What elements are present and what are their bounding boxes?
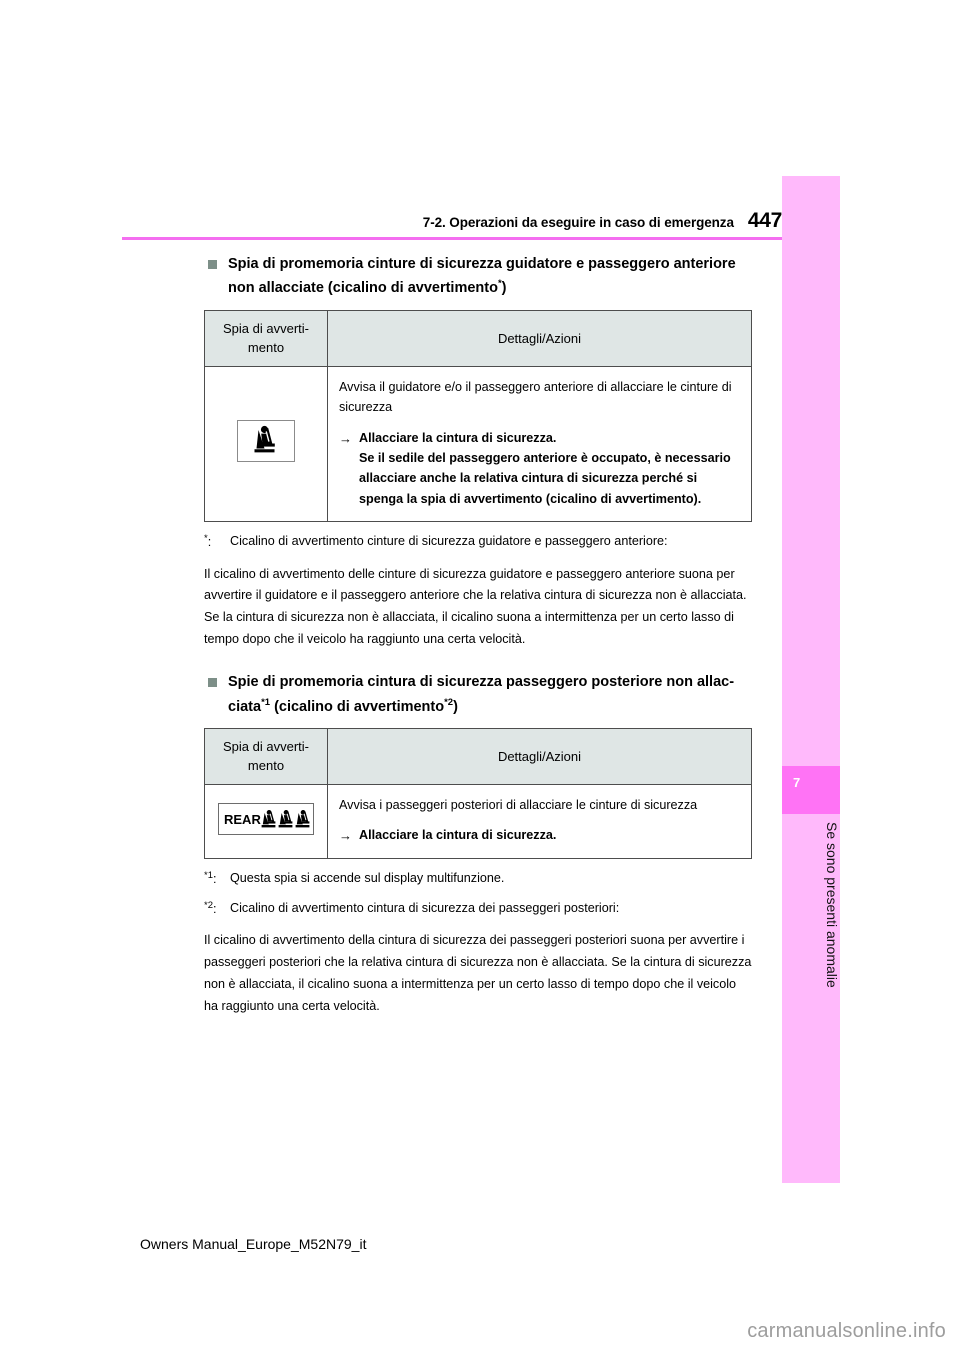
table-header-row bbox=[205, 310, 752, 366]
rear-seatbelt-reminder-icon bbox=[218, 803, 314, 835]
section-heading-line2-post: ) bbox=[501, 280, 507, 297]
footnote-front-seatbelt bbox=[204, 531, 752, 551]
page-number: 447 bbox=[747, 209, 782, 232]
action-block bbox=[339, 825, 740, 846]
cell-details-actions bbox=[328, 784, 752, 858]
square-bullet-icon bbox=[208, 260, 217, 269]
table-row bbox=[205, 366, 752, 521]
section-heading-line2-mid: (cicalino di avvertimento bbox=[270, 698, 445, 715]
footnote-rear-2 bbox=[204, 898, 752, 918]
footnote-text: Cicalino di avvertimento cinture di sicurezza guidatore e passeggero anteriore: bbox=[230, 534, 668, 549]
action-line2: Se il sedile del passeggero anteriore è occupato, è necessario allacciare anche la relativa cintura di sicurezza perché si spenga la spia di avvertimento (cicalino di avvertimento). bbox=[359, 450, 731, 506]
footnote-marker-asterisk: * bbox=[497, 278, 502, 290]
column-header-warning-light bbox=[205, 310, 328, 366]
table-row bbox=[205, 784, 752, 858]
chapter-title-vertical: Se sono presenti anomalie bbox=[824, 822, 840, 988]
footnote-text: Questa spia si accende sul display multifunzione. bbox=[230, 871, 505, 886]
arrow-right-icon: → bbox=[339, 430, 352, 446]
footnote-mark: $^{*2}$: bbox=[204, 899, 217, 916]
footnote-mark-glyph: * bbox=[204, 533, 208, 545]
section-heading-line2-post: ) bbox=[453, 698, 458, 715]
document-identifier: Owners Manual_Europe_M52N79_it bbox=[140, 1236, 367, 1252]
warning-table-front bbox=[204, 310, 752, 522]
site-watermark: carmanualsonline.info bbox=[747, 1320, 946, 1342]
chapter-tab-strip bbox=[782, 176, 840, 1183]
cell-details-actions bbox=[328, 366, 752, 521]
warning-table-rear bbox=[204, 728, 752, 859]
column-header-details-actions: Dettagli/Azioni bbox=[328, 728, 752, 784]
footnote-mark: *: bbox=[204, 533, 212, 550]
page-content bbox=[204, 253, 752, 1018]
footnote-marker-star-2: *2 bbox=[444, 696, 454, 708]
column-header-line1: Spia di avverti- bbox=[223, 738, 309, 754]
cell-warning-icon bbox=[205, 784, 328, 858]
paragraph-rear-seatbelt: Il cicalino di avvertimento della cintura di sicurezza dei passeggeri posteriori suona per avvertire i passeggeri posteriori che la relativa cintura di sicurezza non è allacciata. Se la cintura di sicurezza non è allacciata, il cicalino suona a intermittenza per un certo lasso di tempo dopo che il veicolo ha raggiunto una certa velocità. bbox=[204, 933, 752, 1013]
footnote-marker-star-1: *1 bbox=[261, 696, 271, 708]
action-line1: Allacciare la cintura di sicurezza. bbox=[359, 828, 557, 843]
column-header-line1: Spia di avverti- bbox=[223, 320, 309, 336]
chapter-number: 7 bbox=[793, 775, 801, 790]
square-bullet-icon bbox=[208, 678, 217, 687]
header-divider-rule bbox=[122, 237, 782, 240]
action-line1: Allacciare la cintura di sicurezza. bbox=[359, 430, 557, 445]
column-header-details-actions: Dettagli/Azioni bbox=[328, 310, 752, 366]
arrow-right-icon: → bbox=[339, 828, 352, 844]
section-heading-line2-pre: ciata bbox=[228, 698, 262, 715]
section-heading-line1: Spia di promemoria cinture di sicurezza guidatore e passeggero anteriore bbox=[228, 256, 736, 272]
paragraph-front-seatbelt: Il cicalino di avvertimento delle cinture di sicurezza guidatore e passeggero anteriore suona per avvertire il guidatore e il passeggero anteriore che la relativa cintura di sicurezza non è allacciata. Se la cintura di sicurezza non è allacciata, il cicalino suona a intermittenza per un certo lasso di tempo dopo che il veicolo ha raggiunto una certa velocità. bbox=[204, 566, 747, 647]
footnote-rear-1 bbox=[204, 868, 752, 888]
column-header-warning-light bbox=[205, 728, 328, 784]
chapter-tab-block bbox=[782, 766, 840, 814]
rear-icon-label: REAR bbox=[224, 812, 261, 828]
footnote-mark-glyph: *2 bbox=[204, 899, 213, 911]
action-block bbox=[339, 428, 740, 510]
footnote-text: Cicalino di avvertimento cintura di sicurezza dei passeggeri posteriori: bbox=[230, 900, 620, 915]
table-header-row bbox=[205, 728, 752, 784]
cell-warning-icon bbox=[205, 366, 328, 521]
footnote-mark-glyph: *1 bbox=[204, 870, 213, 882]
footnote-mark: $^{*1}$: bbox=[204, 870, 217, 887]
column-header-line2: mento bbox=[247, 758, 285, 774]
seatbelt-warning-icon bbox=[237, 420, 295, 462]
header-section-title: 7-2. Operazioni da eseguire in caso di emergenza bbox=[422, 215, 734, 230]
page-header bbox=[122, 209, 782, 233]
section-heading-line1: Spie di promemoria cintura di sicurezza passeggero posteriore non allac- bbox=[228, 674, 735, 691]
section-heading-rear-seatbelt bbox=[204, 671, 752, 719]
detail-lead-text: Avvisa i passeggeri posteriori di allacciare le cinture di sicurezza bbox=[339, 797, 698, 812]
detail-lead-text: Avvisa il guidatore e/o il passeggero anteriore di allacciare le cinture di sicurezza bbox=[339, 379, 732, 415]
action-text bbox=[359, 428, 740, 510]
section-heading-front-seatbelt bbox=[204, 253, 752, 301]
section-spacer bbox=[204, 651, 752, 671]
section-heading-line2-pre: non allacciate (cicalino di avvertimento bbox=[228, 280, 498, 297]
column-header-line2: mento bbox=[247, 340, 285, 356]
